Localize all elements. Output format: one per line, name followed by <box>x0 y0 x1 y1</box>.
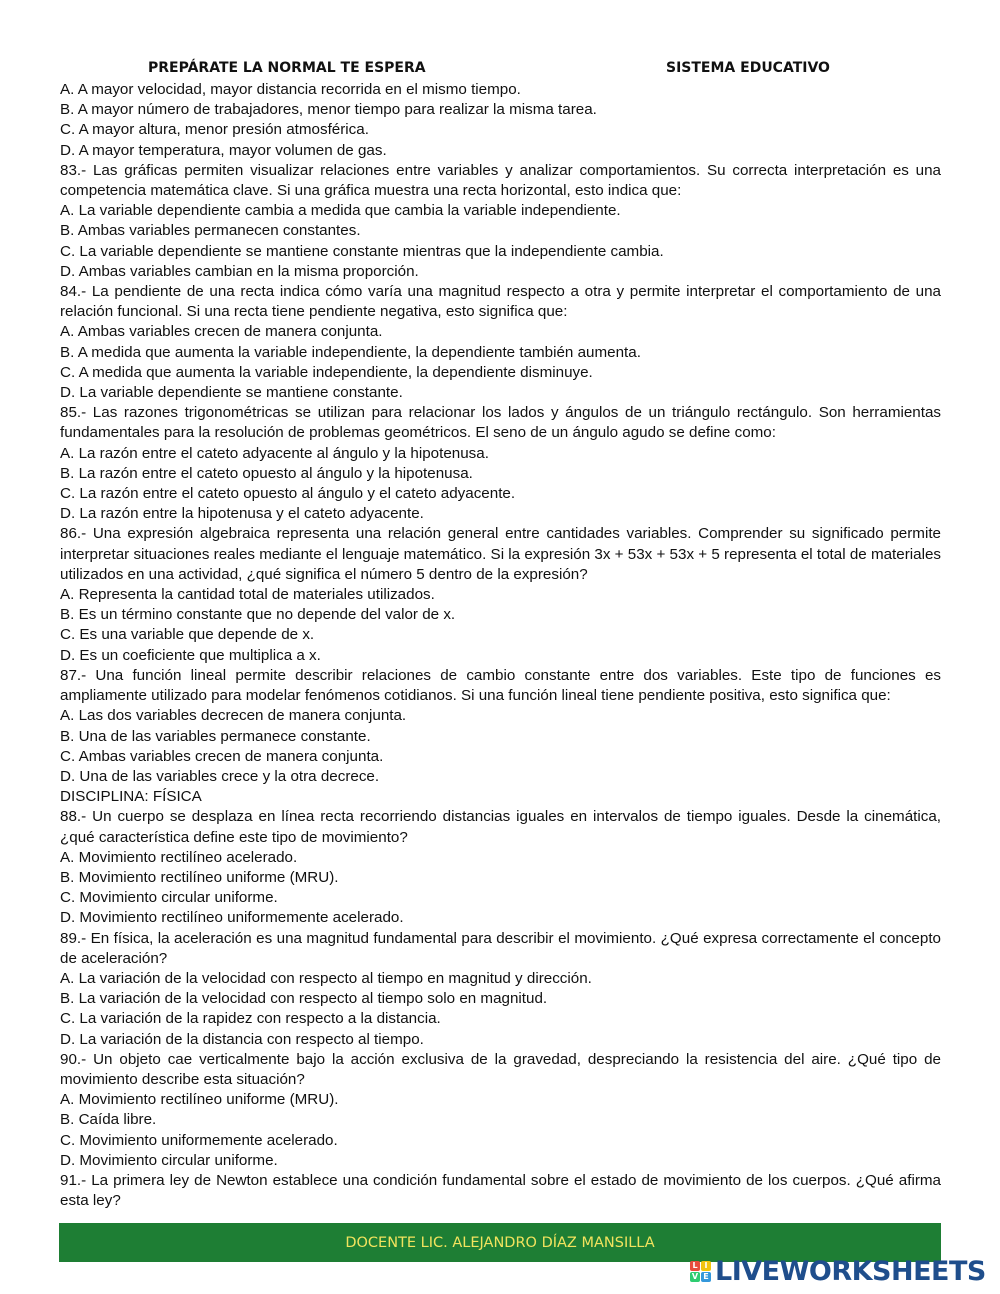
option-line: B. A mayor número de trabajadores, menor tiempo para realizar la misma tarea. <box>60 101 597 119</box>
question-stem: 88.- Un cuerpo se desplaza en línea recta recorriendo distancias iguales en intervalos de tiempo iguales. Desde la cinemática, ¿qué característica define este tipo de movimiento? <box>60 808 941 846</box>
question-option: C. Movimiento uniformemente acelerado. <box>60 1131 338 1149</box>
question-option: C. Ambas variables crecen de manera conjunta. <box>60 747 384 765</box>
page-header <box>0 60 1000 80</box>
question-stem: 85.- Las razones trigonométricas se utilizan para relacionar los lados y ángulos de un triángulo rectángulo. Son herramientas fundamentales para la resolución de problemas geométricos. El seno de un ángulo agudo se define como: <box>60 404 941 442</box>
question-option: A. La variable dependiente cambia a medida que cambia la variable independiente. <box>60 202 621 220</box>
logo-mark-letter: V <box>691 1271 699 1281</box>
question-option: A. Movimiento rectilíneo acelerado. <box>60 848 298 866</box>
question-option: A. La razón entre el cateto adyacente al ángulo y la hipotenusa. <box>60 444 489 462</box>
question-stem: 89.- En física, la aceleración es una magnitud fundamental para describir el movimiento. ¿Qué expresa correctamente el concepto de aceleración? <box>60 929 941 967</box>
question-stem: 83.- Las gráficas permiten visualizar relaciones entre variables y analizar comportamientos. Su correcta interpretación es una competencia matemática clave. Si una gráfica muestra una recta horizontal, esto indica que: <box>60 161 941 200</box>
question-option: B. Ambas variables permanecen constantes. <box>60 222 361 240</box>
question-option: D. Movimiento rectilíneo uniformemente acelerado. <box>60 909 404 927</box>
question-option: B. Una de las variables permanece constante. <box>60 727 371 745</box>
question-option: D. Movimiento circular uniforme. <box>60 1151 278 1169</box>
header-right-title: SISTEMA EDUCATIVO <box>666 60 830 76</box>
question-option: A. Ambas variables crecen de manera conjunta. <box>60 323 383 341</box>
question-option: C. La variable dependiente se mantiene constante mientras que la independiente cambia. <box>60 242 664 260</box>
option-line: D. A mayor temperatura, mayor volumen de gas. <box>60 141 387 159</box>
question-option: D. Ambas variables cambian en la misma proporción. <box>60 262 419 280</box>
question-option: D. Una de las variables crece y la otra decrece. <box>60 767 380 785</box>
question-option: D. La variación de la distancia con respecto al tiempo. <box>60 1030 424 1048</box>
question-option: A. Representa la cantidad total de materiales utilizados. <box>60 586 435 604</box>
question-option: B. A medida que aumenta la variable independiente, la dependiente también aumenta. <box>60 343 641 361</box>
worksheet-content <box>60 80 941 1211</box>
question-option: C. A medida que aumenta la variable independiente, la dependiente disminuye. <box>60 363 593 381</box>
question-stem: 84.- La pendiente de una recta indica cómo varía una magnitud respecto a otra y permite interpretar el comportamiento de una relación funcional. Si una recta tiene pendiente negativa, esto significa que: <box>60 283 941 321</box>
footer-teacher-name: DOCENTE LIC. ALEJANDRO DÍAZ MANSILLA <box>345 1234 655 1251</box>
question-option: A. Movimiento rectilíneo uniforme (MRU). <box>60 1091 339 1109</box>
question-option: C. Es una variable que depende de x. <box>60 626 315 644</box>
question-option: C. Movimiento circular uniforme. <box>60 889 278 907</box>
question-option: C. La razón entre el cateto opuesto al ángulo y el cateto adyacente. <box>60 485 516 503</box>
option-line: A. A mayor velocidad, mayor distancia recorrida en el mismo tiempo. <box>60 81 521 98</box>
question-option: B. Es un término constante que no depende del valor de x. <box>60 606 456 624</box>
question-option: A. Las dos variables decrecen de manera conjunta. <box>60 707 407 725</box>
question-stem: 90.- Un objeto cae verticalmente bajo la acción exclusiva de la gravedad, despreciando la resistencia del aire. ¿Qué tipo de movimiento describe esta situación? <box>60 1050 941 1088</box>
logo-mark-letter: E <box>701 1272 711 1282</box>
liveworksheets-logo[interactable] <box>690 1256 986 1286</box>
logo-mark-letter: L <box>690 1261 700 1271</box>
question-option: B. Caída libre. <box>60 1111 157 1129</box>
question-option: A. La variación de la velocidad con respecto al tiempo en magnitud y dirección. <box>60 969 592 987</box>
option-line: C. A mayor altura, menor presión atmosférica. <box>60 121 369 139</box>
question-stem: 91.- La primera ley de Newton establece una condición fundamental sobre el estado de movimiento de los cuerpos. ¿Qué afirma esta ley? <box>60 1171 941 1210</box>
question-option: B. Movimiento rectilíneo uniforme (MRU). <box>60 868 339 886</box>
header-left-title: PREPÁRATE LA NORMAL TE ESPERA <box>148 60 426 76</box>
question-stem: 87.- Una función lineal permite describir relaciones de cambio constante entre dos variables. Este tipo de funciones es ampliamente utilizado para modelar fenómenos cotidianos. Si una función lineal tiene pendiente positiva, esto significa que: <box>60 666 941 705</box>
logo-mark-letter: I <box>701 1261 711 1271</box>
question-option: D. La razón entre la hipotenusa y el cateto adyacente. <box>60 505 424 523</box>
liveworksheets-wordmark: LIVEWORKSHEETS <box>715 1255 986 1287</box>
question-option: B. La variación de la velocidad con respecto al tiempo solo en magnitud. <box>60 990 548 1008</box>
question-stem: 86.- Una expresión algebraica representa una relación general entre cantidades variables. Comprender su significado permite interpretar situaciones reales mediante el lenguaje matemático. Si la expresión 3x + 53x + 53x + 5 representa el total de materiales utilizados en una actividad, ¿qué significa el número 5 dentro de la expresión? <box>60 525 941 583</box>
question-option: C. La variación de la rapidez con respecto a la distancia. <box>60 1010 441 1028</box>
question-option: D. La variable dependiente se mantiene constante. <box>60 384 403 402</box>
section-title: DISCIPLINA: FÍSICA <box>60 788 202 806</box>
liveworksheets-mark-icon <box>690 1261 711 1282</box>
question-option: B. La razón entre el cateto opuesto al ángulo y la hipotenusa. <box>60 464 473 482</box>
question-option: D. Es un coeficiente que multiplica a x. <box>60 646 321 664</box>
